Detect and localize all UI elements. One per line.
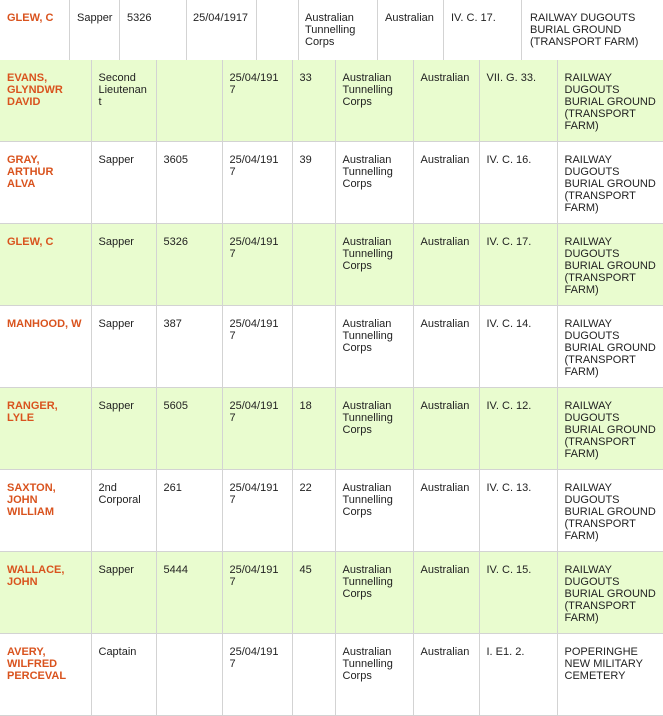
cemetery-cell: RAILWAY DUGOUTS BURIAL GROUND (TRANSPORT FARM) — [557, 306, 663, 388]
unit-cell: Australian Tunnelling Corps — [335, 470, 413, 552]
rank-cell: Captain — [91, 634, 156, 716]
casualty-name-link[interactable]: AVERY, WILFRED PERCEVAL — [7, 646, 67, 682]
service-number-cell — [156, 634, 222, 716]
date-of-death-cell: 25/04/1917 — [222, 224, 292, 306]
rank-cell: Sapper — [91, 388, 156, 470]
grave-reference-cell: IV. C. 15. — [479, 552, 557, 634]
rank-cell: Sapper — [91, 224, 156, 306]
date-of-death-cell: 25/04/1917 — [222, 634, 292, 716]
age-cell — [292, 306, 335, 388]
table-row — [0, 224, 663, 306]
date-of-death-cell: 25/04/1917 — [222, 60, 292, 142]
casualty-name-link[interactable]: RANGER, LYLE — [7, 400, 58, 424]
unit-cell: Australian Tunnelling Corps — [335, 224, 413, 306]
column-divider — [521, 0, 522, 60]
casualty-name-link[interactable]: MANHOOD, W — [7, 318, 82, 330]
table-row — [0, 388, 663, 470]
unit-cell: Australian Tunnelling Corps — [335, 552, 413, 634]
cemetery-cell: RAILWAY DUGOUTS BURIAL GROUND (TRANSPORT FARM) — [557, 60, 663, 142]
age-cell: 22 — [292, 470, 335, 552]
rank-cell: Sapper — [91, 552, 156, 634]
date-of-death-cell: 25/04/1917 — [193, 12, 249, 24]
casualty-name-link[interactable]: EVANS, GLYNDWR DAVID — [7, 72, 63, 108]
table-row-partial — [0, 0, 663, 61]
column-divider — [443, 0, 444, 60]
service-number-cell — [156, 60, 222, 142]
service-number-cell: 3605 — [156, 142, 222, 224]
table-row — [0, 470, 663, 552]
grave-reference-cell: IV. C. 17. — [451, 12, 496, 24]
column-divider — [119, 0, 120, 60]
age-cell: 45 — [292, 552, 335, 634]
cemetery-cell: RAILWAY DUGOUTS BURIAL GROUND (TRANSPORT FARM) — [557, 388, 663, 470]
date-of-death-cell: 25/04/1917 — [222, 142, 292, 224]
unit-cell: Australian Tunnelling Corps — [335, 142, 413, 224]
grave-reference-cell: VII. G. 33. — [479, 60, 557, 142]
table-row — [0, 60, 663, 142]
nationality-cell: Australian — [385, 12, 434, 24]
age-cell — [292, 224, 335, 306]
casualty-table — [0, 60, 663, 716]
age-cell: 18 — [292, 388, 335, 470]
column-divider — [186, 0, 187, 60]
column-divider — [69, 0, 70, 60]
name-cell[interactable] — [0, 552, 91, 634]
nationality-cell: Australian — [413, 142, 479, 224]
casualty-name-link[interactable]: GRAY, ARTHUR ALVA — [7, 154, 54, 190]
grave-reference-cell: IV. C. 14. — [479, 306, 557, 388]
name-cell[interactable] — [0, 224, 91, 306]
date-of-death-cell: 25/04/1917 — [222, 388, 292, 470]
cemetery-cell: RAILWAY DUGOUTS BURIAL GROUND (TRANSPORT FARM) — [557, 224, 663, 306]
grave-reference-cell: IV. C. 16. — [479, 142, 557, 224]
casualty-name-link[interactable]: GLEW, C — [7, 236, 54, 248]
nationality-cell: Australian — [413, 60, 479, 142]
service-number-cell: 387 — [156, 306, 222, 388]
rank-cell: Sapper — [91, 306, 156, 388]
cemetery-cell: RAILWAY DUGOUTS BURIAL GROUND (TRANSPORT FARM) — [557, 470, 663, 552]
casualty-name-link[interactable]: SAXTON, JOHN WILLIAM — [7, 482, 56, 518]
cemetery-cell: POPERINGHE NEW MILITARY CEMETERY — [557, 634, 663, 716]
service-number-cell: 5605 — [156, 388, 222, 470]
unit-cell: Australian Tunnelling Corps — [335, 60, 413, 142]
rank-cell: Sapper — [77, 12, 113, 24]
service-number-cell: 5326 — [156, 224, 222, 306]
unit-cell: Australian Tunnelling Corps — [305, 12, 356, 48]
rank-cell: 2nd Corporal — [91, 470, 156, 552]
grave-reference-cell: IV. C. 13. — [479, 470, 557, 552]
nationality-cell: Australian — [413, 224, 479, 306]
grave-reference-cell: IV. C. 12. — [479, 388, 557, 470]
name-cell[interactable] — [0, 306, 91, 388]
casualty-name-link[interactable]: GLEW, C — [7, 12, 54, 24]
age-cell: 39 — [292, 142, 335, 224]
date-of-death-cell: 25/04/1917 — [222, 306, 292, 388]
service-number-cell: 261 — [156, 470, 222, 552]
date-of-death-cell: 25/04/1917 — [222, 552, 292, 634]
unit-cell: Australian Tunnelling Corps — [335, 388, 413, 470]
service-number-cell: 5326 — [127, 12, 152, 24]
column-divider — [298, 0, 299, 60]
name-cell[interactable] — [0, 470, 91, 552]
nationality-cell: Australian — [413, 306, 479, 388]
name-cell[interactable] — [0, 388, 91, 470]
table-row — [0, 634, 663, 716]
cemetery-cell: RAILWAY DUGOUTS BURIAL GROUND (TRANSPORT FARM) — [557, 142, 663, 224]
age-cell: 33 — [292, 60, 335, 142]
rank-cell: Sapper — [91, 142, 156, 224]
table-row — [0, 552, 663, 634]
grave-reference-cell: IV. C. 17. — [479, 224, 557, 306]
column-divider — [256, 0, 257, 60]
casualty-name-link[interactable]: WALLACE, JOHN — [7, 564, 65, 588]
cemetery-cell: RAILWAY DUGOUTS BURIAL GROUND (TRANSPORT FARM) — [530, 12, 639, 48]
grave-reference-cell: I. E1. 2. — [479, 634, 557, 716]
age-cell — [292, 634, 335, 716]
service-number-cell: 5444 — [156, 552, 222, 634]
table-row — [0, 142, 663, 224]
nationality-cell: Australian — [413, 470, 479, 552]
nationality-cell: Australian — [413, 388, 479, 470]
name-cell[interactable] — [0, 60, 91, 142]
name-cell[interactable] — [0, 634, 91, 716]
name-cell[interactable] — [0, 142, 91, 224]
rank-cell: Second Lieutenant — [91, 60, 156, 142]
cemetery-cell: RAILWAY DUGOUTS BURIAL GROUND (TRANSPORT FARM) — [557, 552, 663, 634]
table-row — [0, 306, 663, 388]
nationality-cell: Australian — [413, 634, 479, 716]
column-divider — [377, 0, 378, 60]
unit-cell: Australian Tunnelling Corps — [335, 306, 413, 388]
date-of-death-cell: 25/04/1917 — [222, 470, 292, 552]
unit-cell: Australian Tunnelling Corps — [335, 634, 413, 716]
nationality-cell: Australian — [413, 552, 479, 634]
